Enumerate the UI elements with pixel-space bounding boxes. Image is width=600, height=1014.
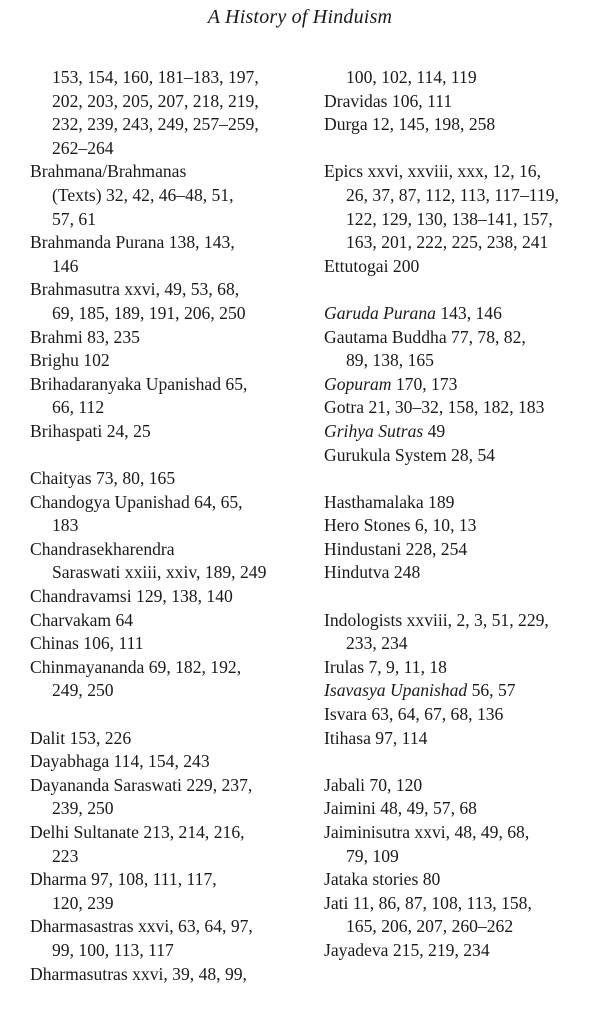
index-entry-line [324,915,594,939]
index-entry [30,491,302,538]
index-entry-line [30,609,302,633]
index-entry [30,349,302,373]
entry-text: Brighu 102 [30,350,110,371]
index-column-right [324,66,594,963]
entry-text: Dharmasastras xxvi, 63, 64, 97, [30,916,253,937]
index-entry [324,373,594,397]
index-entry [30,915,302,962]
index-entry [30,774,302,821]
index-entry-line [30,963,302,987]
index-entry-line [324,160,594,184]
entry-text: Dravidas 106, 111 [324,90,453,111]
entry-text: Dalit 153, 226 [30,727,132,748]
index-entry-line [30,514,302,538]
entry-text: Chandrasekharendra [30,538,175,559]
index-entry-line [30,585,302,609]
index-entry-line [324,821,594,845]
entry-text: 79, 109 [346,845,399,866]
entry-text: 183 [52,515,79,536]
index-entry-line [30,66,302,90]
entry-text: Brahmanda Purana 138, 143, [30,232,235,253]
italic-term: Grihya Sutras [324,420,424,441]
entry-text: 49 [423,420,446,441]
index-entry [324,90,594,114]
index-entry-line [30,538,302,562]
entry-text: 26, 37, 87, 112, 113, 117–119, [346,184,559,205]
entry-text: Brahmasutra xxvi, 49, 53, 68, [30,279,240,300]
index-entry-line [324,538,594,562]
letter-group-gap [324,137,594,161]
entry-text: Jati 11, 86, 87, 108, 113, 158, [324,892,532,913]
index-entry-line [30,845,302,869]
index-entry [324,514,594,538]
index-entry-line [324,797,594,821]
entry-text: Charvakam 64 [30,609,134,630]
entry-text: Hindustani 228, 254 [324,538,468,559]
index-entry [324,420,594,444]
index-entry [30,373,302,420]
index-entry-line [324,255,594,279]
index-entry-line [30,750,302,774]
italic-term: Garuda Purana [324,302,436,323]
index-entry-line [324,90,594,114]
entry-text: 120, 239 [52,892,114,913]
index-entry-line [30,302,302,326]
index-entry [30,231,302,278]
index-entry-line [30,278,302,302]
index-entry-line [30,467,302,491]
letter-group-gap [30,703,302,727]
index-entry-line [30,420,302,444]
entry-text: Jaimini 48, 49, 57, 68 [324,798,477,819]
index-entry-line [30,821,302,845]
index-entry-line [324,868,594,892]
index-entry-line [30,491,302,515]
index-entry-line [324,727,594,751]
entry-text: Jayadeva 215, 219, 234 [324,939,490,960]
entry-text: Durga 12, 145, 198, 258 [324,114,496,135]
entry-text: 69, 185, 189, 191, 206, 250 [52,302,246,323]
index-entry-line [324,66,594,90]
index-entry [30,632,302,656]
index-entry [324,326,594,373]
index-entry-line [324,444,594,468]
entry-text: 239, 250 [52,798,114,819]
index-entry-line [324,561,594,585]
index-entry-line [324,349,594,373]
index-entry [30,750,302,774]
index-entry-line [30,561,302,585]
entry-text: Brahmana/Brahmanas [30,161,187,182]
entry-text: 163, 201, 222, 225, 238, 241 [346,232,549,253]
letter-group-gap [30,444,302,468]
index-entry-line [324,939,594,963]
index-entry-line [324,396,594,420]
index-entry [30,585,302,609]
index-entry [30,66,302,160]
index-entry-line [30,915,302,939]
index-entry-line [30,373,302,397]
index-entry [324,538,594,562]
index-entry-line [324,774,594,798]
index-entry-line [324,632,594,656]
index-entry [324,113,594,137]
entry-text: Ettutogai 200 [324,255,420,276]
index-entry [30,609,302,633]
italic-term: Gopuram [324,373,392,394]
index-entry-line [30,797,302,821]
entry-text: Dharmasutras xxvi, 39, 48, 99, [30,963,247,984]
entry-text: 146 [52,255,79,276]
index-entry [30,326,302,350]
index-entry-line [30,349,302,373]
index-entry-line [324,491,594,515]
index-entry-line [324,326,594,350]
index-entry [324,868,594,892]
entry-text: Chinmayananda 69, 182, 192, [30,656,242,677]
entry-text: Dayabhaga 114, 154, 243 [30,751,210,772]
index-entry [324,160,594,254]
index-entry [324,255,594,279]
index-entry-line [30,137,302,161]
entry-text: 122, 129, 130, 138–141, 157, [346,208,553,229]
index-entry-line [324,679,594,703]
index-entry [30,868,302,915]
index-entry-line [324,609,594,633]
entry-text: Gotra 21, 30–32, 158, 182, 183 [324,397,545,418]
index-entry-line [30,208,302,232]
index-entry-line [324,514,594,538]
entry-text: Chandogya Upanishad 64, 65, [30,491,243,512]
entry-text: 232, 239, 243, 249, 257–259, [52,114,259,135]
entry-text: 153, 154, 160, 181–183, 197, [52,67,259,87]
index-entry-line [324,113,594,137]
entry-text: 223 [52,845,79,866]
entry-text: 57, 61 [52,208,96,229]
italic-term: Isavasya Upanishad [324,680,468,701]
entry-text: Jabali 70, 120 [324,774,423,795]
index-entry [30,420,302,444]
index-entry [324,679,594,703]
entry-text: Brihadaranyaka Upanishad 65, [30,373,248,394]
letter-group-gap [324,585,594,609]
entry-text: Jaiminisutra xxvi, 48, 49, 68, [324,822,530,842]
index-entry [324,774,594,798]
index-entry [30,538,302,585]
index-entry-line [30,231,302,255]
entry-text: Brihaspati 24, 25 [30,420,151,441]
index-entry [30,727,302,751]
running-header: A History of Hinduism [207,6,393,28]
entry-text: Irulas 7, 9, 11, 18 [324,656,447,677]
index-entry-line [30,679,302,703]
entry-text: Hasthamalaka 189 [324,491,455,512]
index-entry [324,797,594,821]
index-entry [30,821,302,868]
entry-text: 143, 146 [435,302,502,323]
index-entry [324,561,594,585]
entry-text: Chinas 106, 111 [30,633,144,654]
index-entry [324,66,594,90]
index-entry [30,278,302,325]
entry-text: Isvara 63, 64, 67, 68, 136 [324,704,504,725]
entry-text: Brahmi 83, 235 [30,326,140,347]
index-entry-line [30,868,302,892]
index-entry [324,396,594,420]
index-entry-line [30,774,302,798]
letter-group-gap [324,467,594,491]
index-entry [324,892,594,939]
index-entry-line [324,184,594,208]
index-entry-line [30,939,302,963]
index-entry [324,656,594,680]
entry-text: 170, 173 [391,373,458,394]
entry-text: Dayananda Saraswati 229, 237, [30,774,253,795]
entry-text: Hindutva 248 [324,562,421,583]
entry-text: Indologists xxviii, 2, 3, 51, 229, [324,609,549,630]
entry-text: Delhi Sultanate 213, 214, 216, [30,822,245,842]
entry-text: 66, 112 [52,397,105,418]
entry-text: 202, 203, 205, 207, 218, 219, [52,90,259,111]
entry-text: 56, 57 [467,680,516,701]
index-entry-line [324,656,594,680]
index-entry [324,939,594,963]
index-entry-line [30,892,302,916]
entry-text: Chandravamsi 129, 138, 140 [30,586,233,607]
letter-group-gap [324,278,594,302]
entry-text: Gautama Buddha 77, 78, 82, [324,326,526,347]
index-entry-line [30,113,302,137]
letter-group-gap [324,750,594,774]
index-entry [30,160,302,231]
entry-text: 262–264 [52,137,114,158]
index-entry [324,727,594,751]
index-entry-line [324,892,594,916]
entry-text: 249, 250 [52,680,114,701]
index-entry-line [324,302,594,326]
entry-text: 165, 206, 207, 260–262 [346,916,514,937]
index-entry-line [30,396,302,420]
index-entry-line [30,656,302,680]
index-entry [324,491,594,515]
index-entry [30,467,302,491]
entry-text: Chaityas 73, 80, 165 [30,468,176,489]
index-entry-line [324,208,594,232]
entry-text: Jataka stories 80 [324,869,441,890]
entry-text: 89, 138, 165 [346,350,434,371]
entry-text: (Texts) 32, 42, 46–48, 51, [52,184,234,205]
index-entry-line [324,373,594,397]
index-entry [324,444,594,468]
index-entry-line [30,326,302,350]
entry-text: 233, 234 [346,633,408,654]
entry-text: 99, 100, 113, 117 [52,939,174,960]
entry-text: Epics xxvi, xxviii, xxx, 12, 16, [324,161,541,182]
index-entry-line [30,632,302,656]
index-entry [324,609,594,656]
index-entry-line [30,727,302,751]
index-entry-line [30,160,302,184]
entry-text: Saraswati xxiii, xxiv, 189, 249 [52,562,267,583]
index-entry-line [324,231,594,255]
entry-text: 100, 102, 114, 119 [346,67,477,87]
index-entry [324,821,594,868]
index-entry-line [324,845,594,869]
index-entry-line [30,255,302,279]
index-entry-line [324,703,594,727]
entry-text: Dharma 97, 108, 111, 117, [30,869,217,890]
index-entry-line [324,420,594,444]
index-entry-line [30,90,302,114]
index-entry-line [30,184,302,208]
index-entry [324,302,594,326]
index-entry [324,703,594,727]
index-entry [30,963,302,987]
entry-text: Itihasa 97, 114 [324,727,428,748]
entry-text: Gurukula System 28, 54 [324,444,496,465]
index-column-left [30,66,302,986]
index-entry [30,656,302,703]
entry-text: Hero Stones 6, 10, 13 [324,515,477,536]
